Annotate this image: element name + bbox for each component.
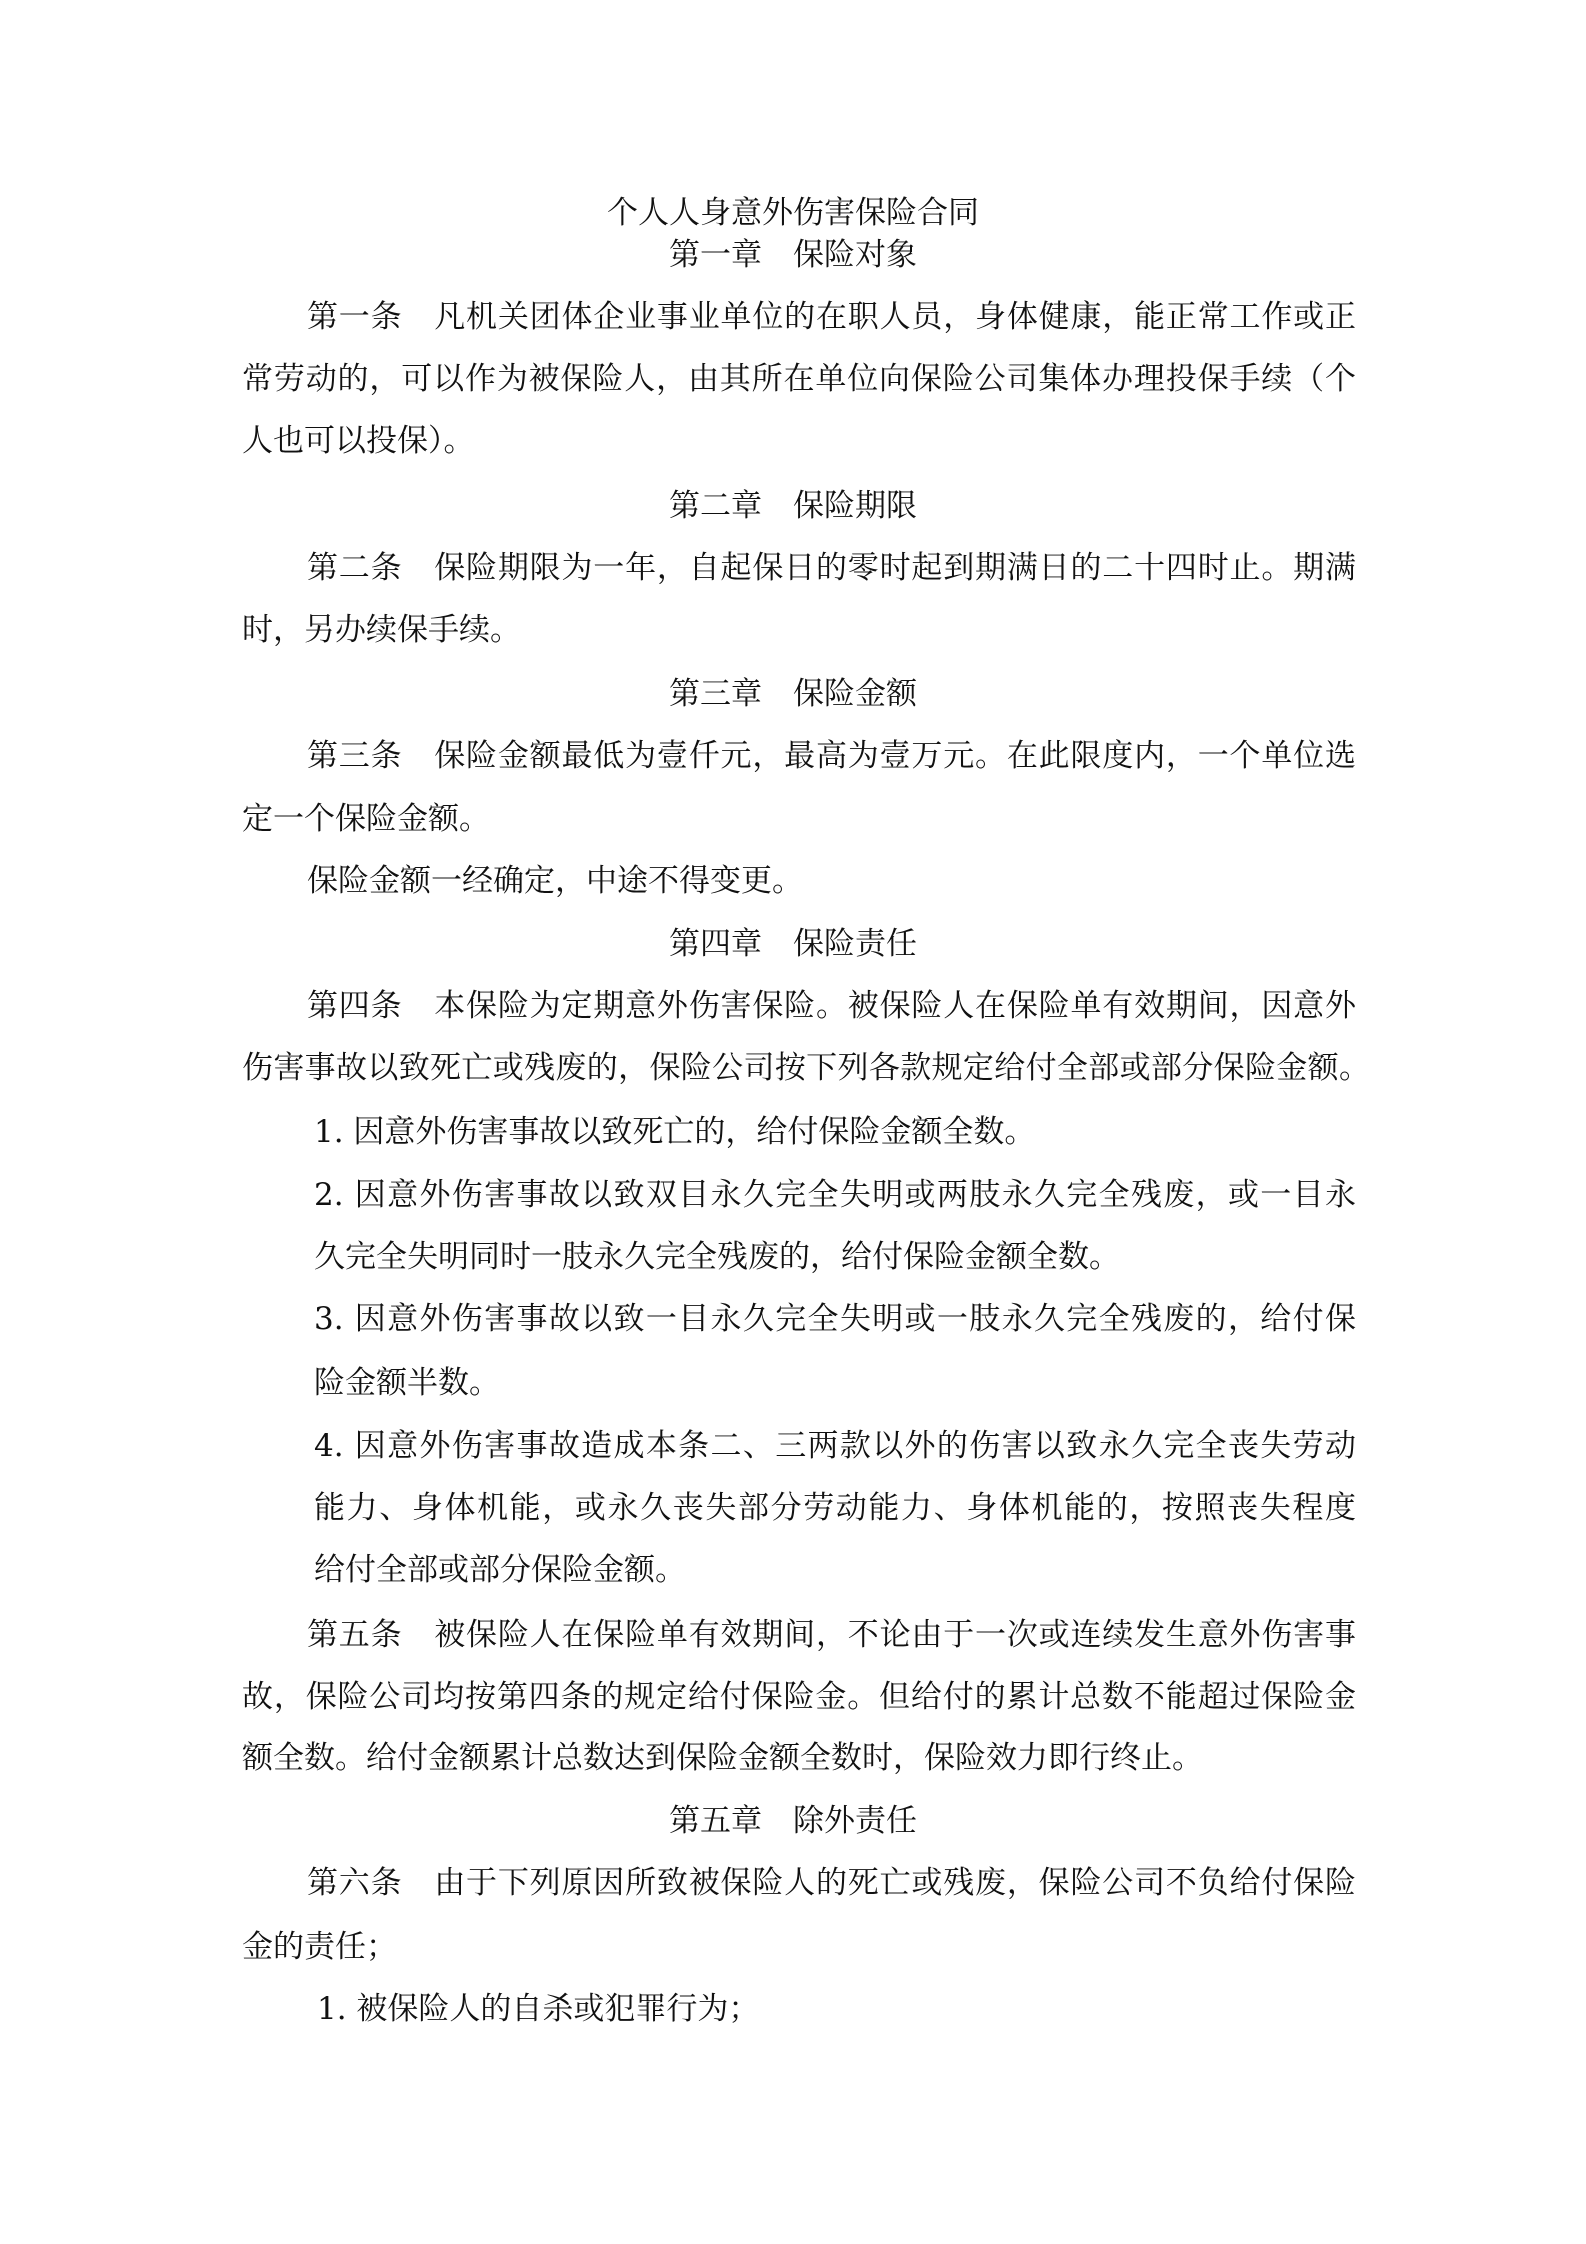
paragraph-line: 人也可以投保）。 — [242, 423, 475, 459]
list-item-line: 给付全部或部分保险金额。 — [314, 1552, 686, 1588]
list-item-line: 3. 因意外伤害事故以致一目永久完全失明或一肢永久完全残废的，给付保 — [314, 1301, 1356, 1337]
chapter-heading: 第四章 保险责任 — [669, 926, 917, 962]
chapter-heading: 第一章 保险对象 — [669, 237, 917, 273]
paragraph-line: 额全数。给付金额累计总数达到保险金额全数时，保险效力即行终止。 — [242, 1740, 1203, 1776]
paragraph-line: 第三条 保险金额最低为壹仟元，最高为壹万元。在此限度内，一个单位选 — [307, 738, 1356, 774]
paragraph-line: 第二条 保险期限为一年，自起保日的零时起到期满日的二十四时止。期满 — [307, 550, 1356, 586]
paragraph-line: 伤害事故以致死亡或残废的，保险公司按下列各款规定给付全部或部分保险金额。 — [242, 1050, 1370, 1086]
chapter-heading: 第二章 保险期限 — [669, 488, 917, 524]
paragraph-line: 保险金额一经确定，中途不得变更。 — [307, 863, 803, 899]
list-item-line: 2. 因意外伤害事故以致双目永久完全失明或两肢永久完全残废，或一目永 — [314, 1177, 1356, 1213]
list-item-line: 久完全失明同时一肢永久完全残废的，给付保险金额全数。 — [314, 1239, 1120, 1275]
list-item-line: 能力、身体机能，或永久丧失部分劳动能力、身体机能的，按照丧失程度 — [314, 1490, 1356, 1526]
paragraph-line: 第一条 凡机关团体企业事业单位的在职人员，身体健康，能正常工作或正 — [307, 299, 1356, 335]
chapter-heading: 第五章 除外责任 — [669, 1803, 917, 1839]
paragraph-line: 定一个保险金额。 — [242, 801, 490, 837]
document-title: 个人人身意外伤害保险合同 — [607, 195, 979, 231]
paragraph-line: 第五条 被保险人在保险单有效期间，不论由于一次或连续发生意外伤害事 — [307, 1617, 1356, 1653]
list-item-line: 险金额半数。 — [314, 1365, 500, 1401]
list-item-line: 1. 因意外伤害事故以致死亡的，给付保险金额全数。 — [314, 1114, 1036, 1150]
list-item-line: 4. 因意外伤害事故造成本条二、三两款以外的伤害以致永久完全丧失劳动 — [314, 1428, 1356, 1464]
chapter-heading: 第三章 保险金额 — [669, 676, 917, 712]
paragraph-line: 时，另办续保手续。 — [242, 612, 521, 648]
list-item-line: 1. 被保险人的自杀或犯罪行为； — [317, 1991, 760, 2027]
paragraph-line: 故，保险公司均按第四条的规定给付保险金。但给付的累计总数不能超过保险金 — [242, 1679, 1356, 1715]
paragraph-line: 金的责任； — [242, 1929, 397, 1965]
paragraph-line: 第六条 由于下列原因所致被保险人的死亡或残废，保险公司不负给付保险 — [307, 1865, 1356, 1901]
paragraph-line: 常劳动的，可以作为被保险人，由其所在单位向保险公司集体办理投保手续（个 — [242, 361, 1356, 397]
paragraph-line: 第四条 本保险为定期意外伤害保险。被保险人在保险单有效期间，因意外 — [307, 988, 1356, 1024]
